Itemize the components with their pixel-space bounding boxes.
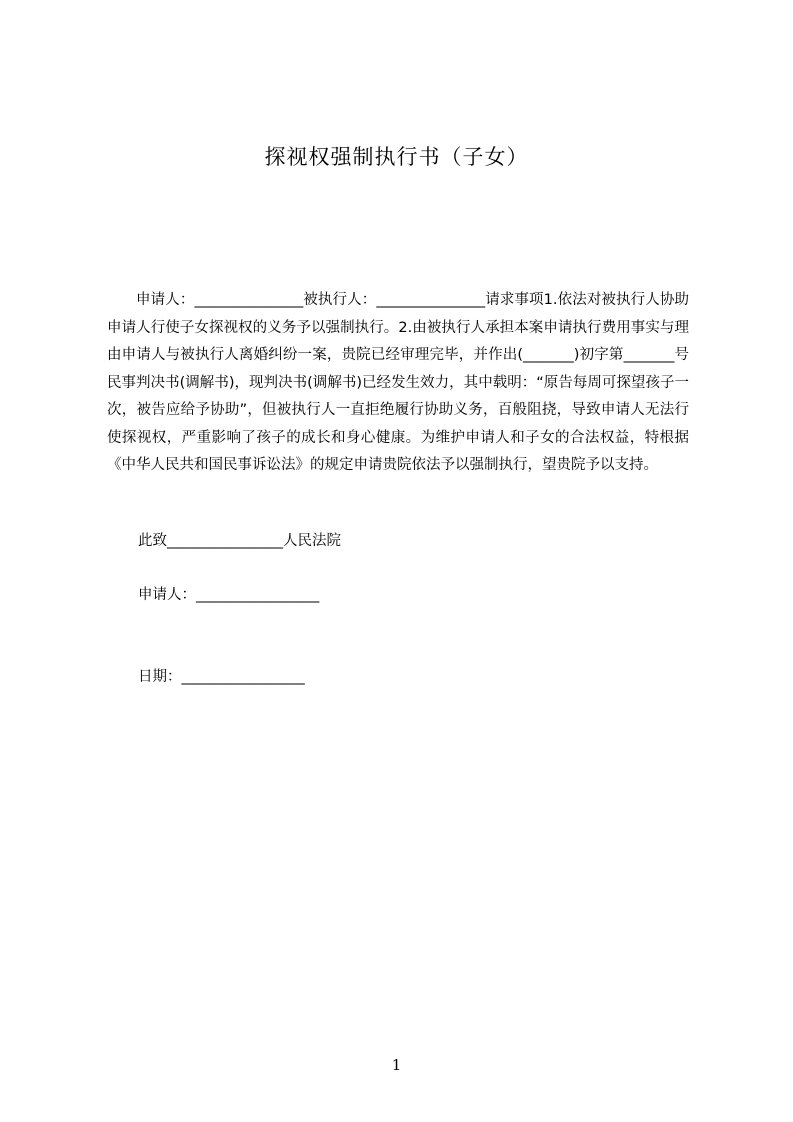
applicant-signature-line: 申请人：_________________	[138, 587, 320, 603]
addressee-line: 此致________________人民法院	[138, 533, 341, 549]
document-body: 申请人：_______________被执行人：_______________请求事项1.依法对被执行人协助申请人行使子女探视权的义务予以强制执行。2.由被执行人承担本案申请执行费用事实与理由申请人与被执行人离婚纠纷一案，贵院已经审理完毕，并作出(_______)初字第_______号民事判决书(调解书)，现判决书(调解书)已经发生效力，其中载明：“原告每周可探望孩子一次，被告应给予协助”，但被执行人一直拒绝履行协助义务，百般阻挠，导致申请人无法行使探视权，严重影响了孩子的成长和身心健康。为维护申请人和子女的合法权益，特根据《中华人民共和国民事诉讼法》的规定申请贵院依法予以强制执行，望贵院予以支持。	[107, 292, 689, 473]
page-number: 1	[391, 1056, 402, 1074]
date-line: 日期：_________________	[138, 669, 305, 685]
document-title: 探视权强制执行书（子女）	[264, 145, 529, 169]
